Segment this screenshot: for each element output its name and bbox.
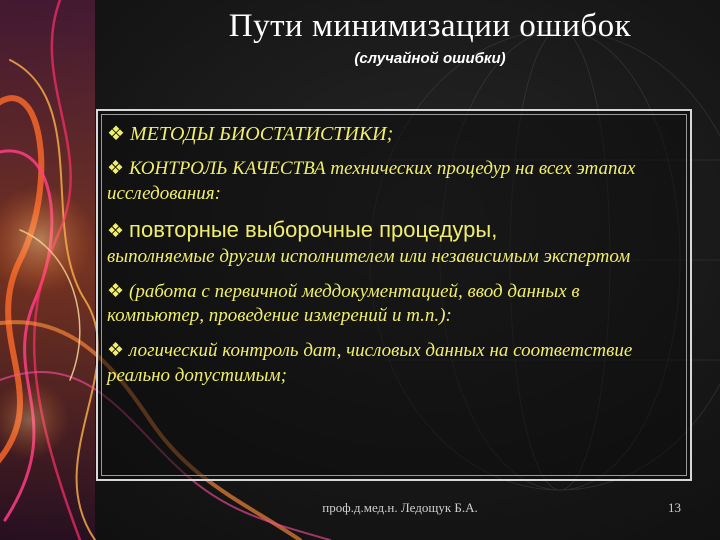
list-item xyxy=(107,280,677,329)
diamond-bullet-icon: ❖ xyxy=(107,123,125,145)
diamond-bullet-icon: ❖ xyxy=(107,340,125,362)
slide-subtitle: (случайной ошибки) xyxy=(354,50,506,67)
list-item-text: КОНТРОЛЬ КАЧЕСТВА технических процедур на всех этапах исследования: xyxy=(107,158,636,204)
diamond-bullet-icon: ❖ xyxy=(107,158,125,179)
list-item xyxy=(107,339,677,388)
slide-footer: проф.д.мед.н. Ледощук Б.А. xyxy=(322,500,478,515)
list-item xyxy=(107,121,677,147)
list-item-text: МЕТОДЫ БИОСТАТИСТИКИ; xyxy=(129,123,394,145)
list-item-text: выполняемые другим исполнителем или независимым экспертом xyxy=(107,246,631,268)
list-item xyxy=(107,216,677,269)
page-number: 13 xyxy=(668,500,681,515)
list-item-text: (работа с первичной меддокументацией, ввод данных в компьютер, проведение измерений и т.п.): xyxy=(107,280,580,327)
list-item-lead-text: повторные выборочные процедуры, xyxy=(129,217,498,243)
bullet-list xyxy=(107,121,677,399)
diamond-bullet-icon: ❖ xyxy=(107,280,125,302)
content-box xyxy=(96,109,692,481)
list-item xyxy=(107,157,677,206)
slide-title: Пути минимизации ошибок xyxy=(228,8,632,44)
diamond-bullet-icon: ❖ xyxy=(107,221,125,243)
list-item-text: логический контроль дат, числовых данных на соответствие реально допустимым; xyxy=(107,340,633,386)
